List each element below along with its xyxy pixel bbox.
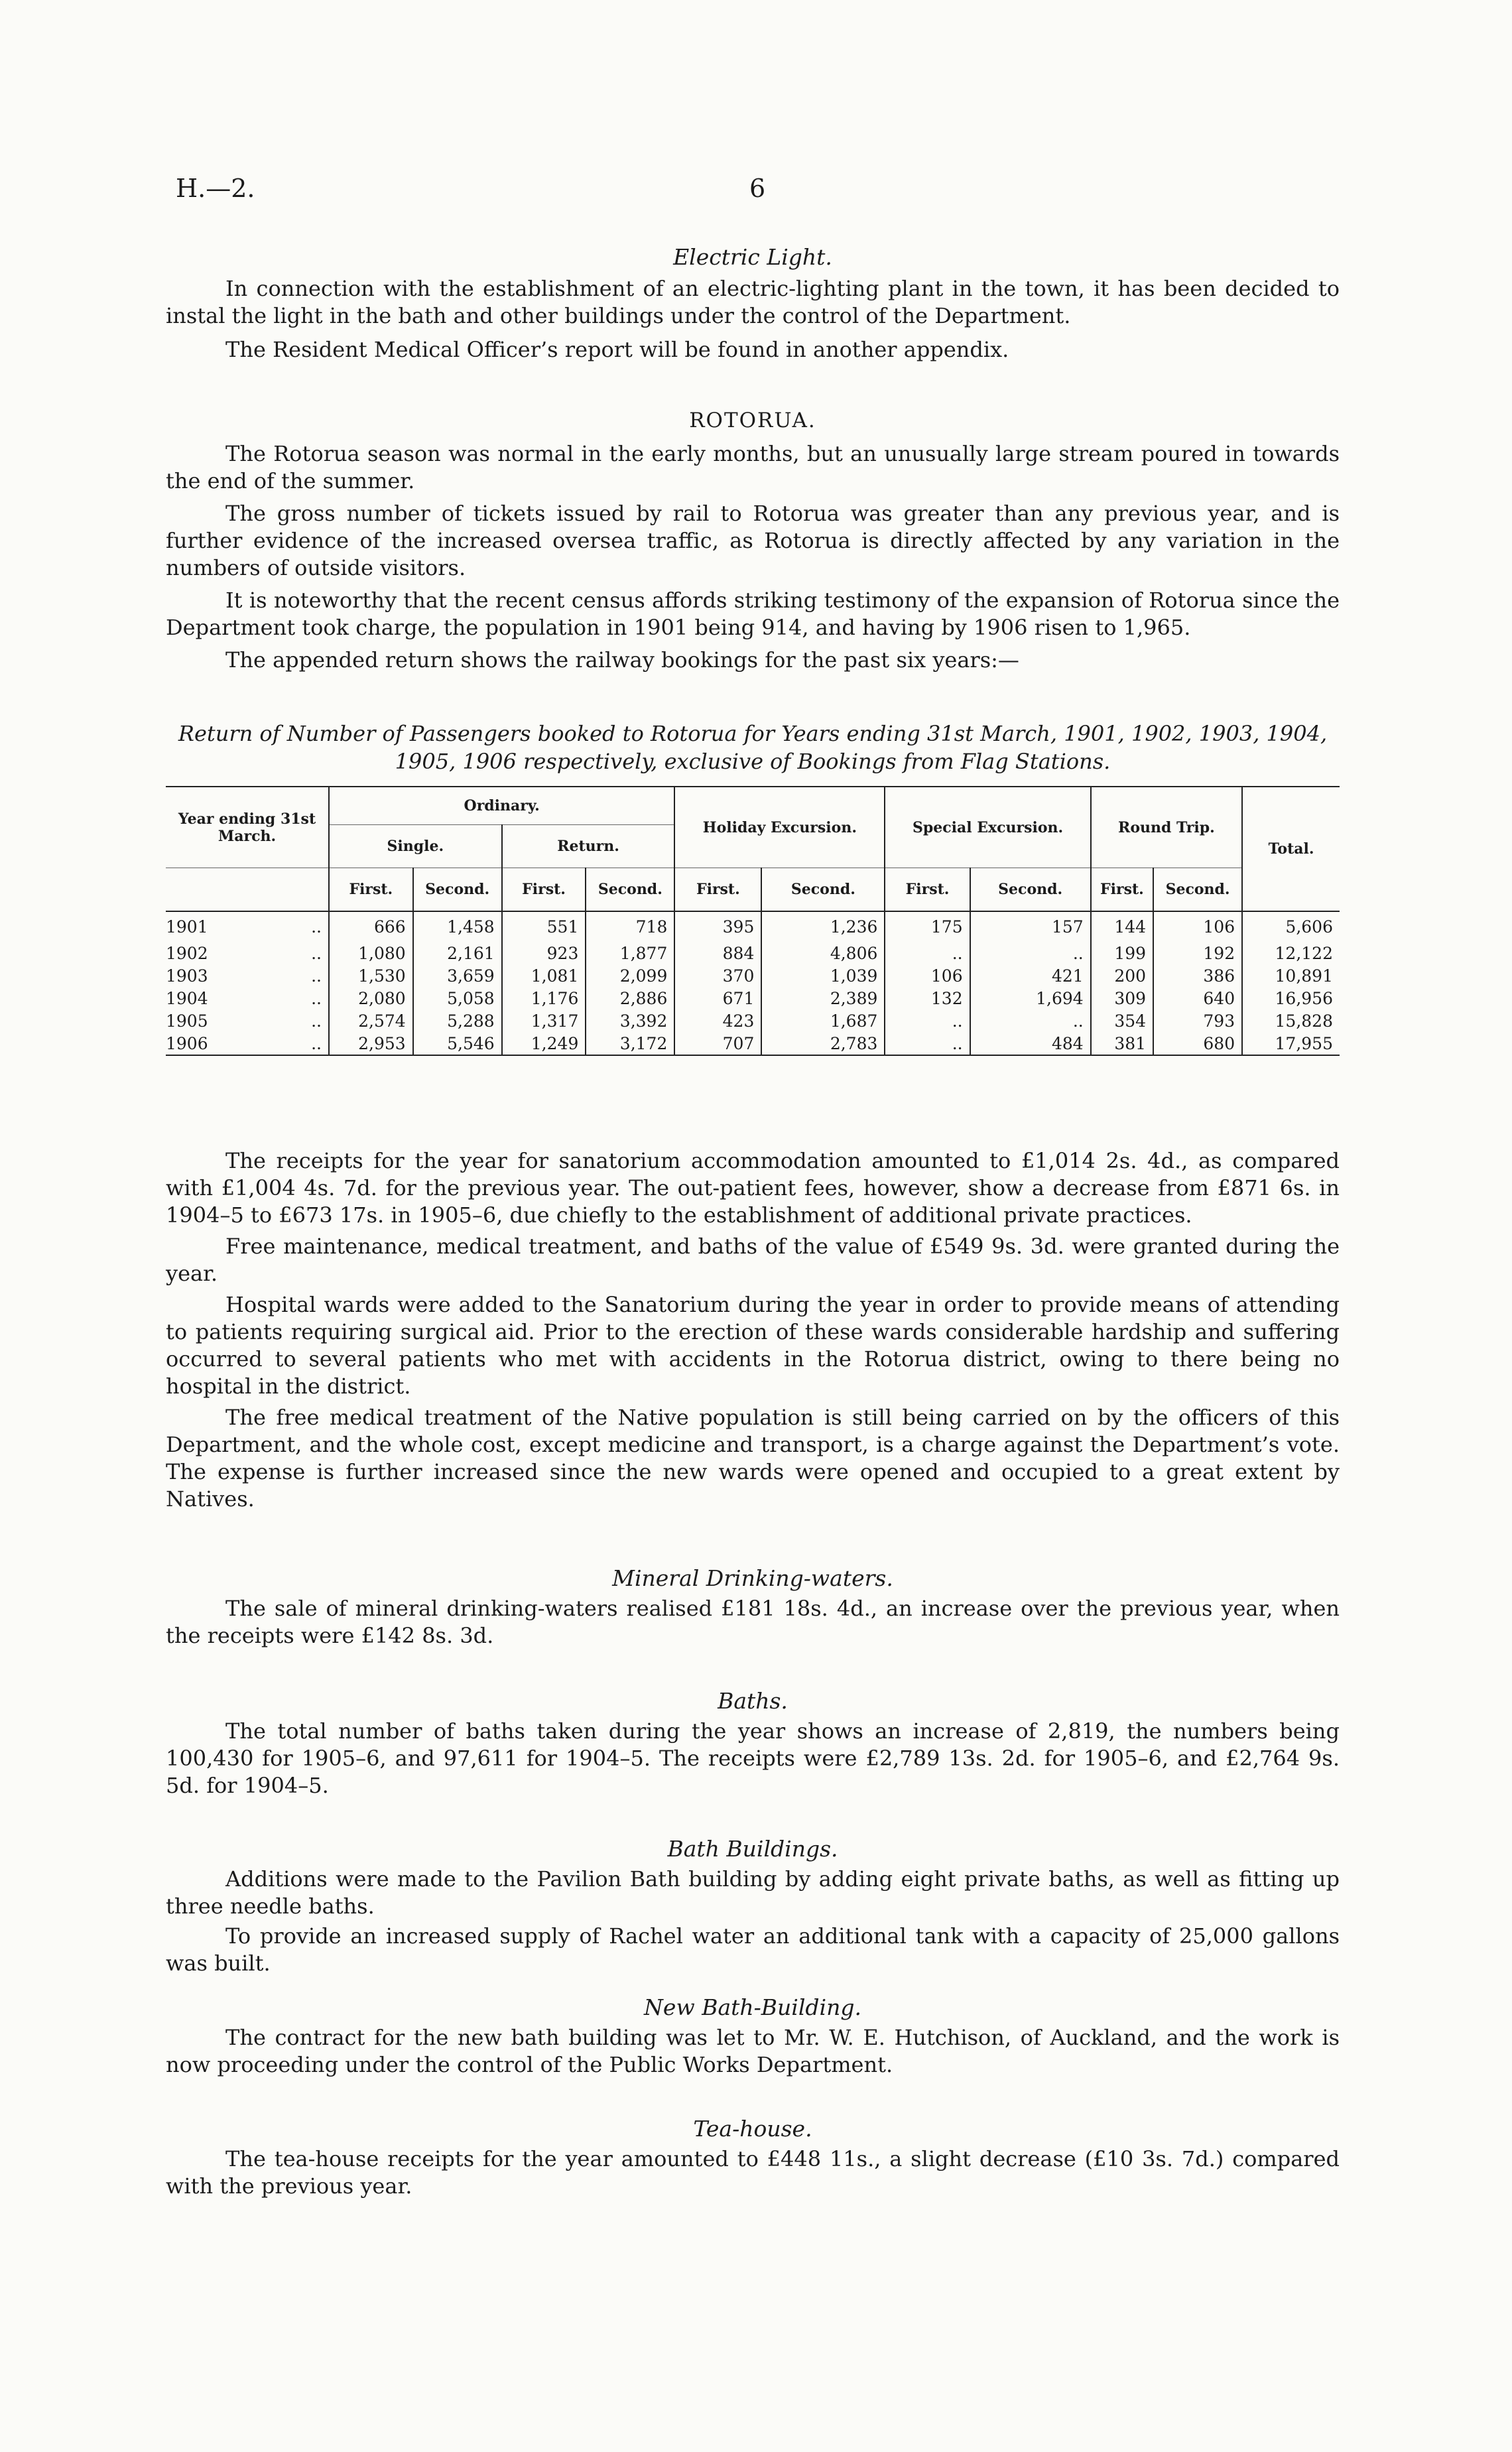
table-cell: 484 [970, 1032, 1091, 1055]
table-cell: 2,953 [329, 1032, 413, 1055]
page-number: 6 [749, 174, 766, 203]
paragraph: Additions were made to the Pavilion Bath building by adding eight private baths, as well as fitting up three needle baths. [166, 1866, 1340, 1919]
sub-first: First. [885, 868, 970, 912]
table-cell: 2,080 [329, 987, 413, 1009]
table-cell: 4,806 [761, 942, 885, 964]
table-cell: 1,877 [586, 942, 674, 964]
paragraph: The Resident Medical Officer’s report will be found in another appendix. [225, 337, 1009, 362]
passenger-table [166, 786, 1340, 1056]
sub-first: First. [329, 868, 413, 912]
table-cell: 17,955 [1242, 1032, 1340, 1055]
paragraph: The total number of baths taken during the year shows an increase of 2,819, the numbers being 100,430 for 1905–6, and 97,611 for 1904–5. The receipts were £2,789 13s. 2d. for 1905–6, and £2,764 9s. 5d. for 1904–5. [166, 1718, 1340, 1798]
row-leader: .. [311, 1033, 322, 1053]
paragraph: Free maintenance, medical treatment, and baths of the value of £549 9s. 3d. were granted during the year. [166, 1234, 1340, 1286]
paragraph: In connection with the establishment of an electric-lighting plant in the town, it has been decided to instal the light in the bath and other buildings under the control of the Department. [166, 276, 1340, 328]
sub-first: First. [1091, 868, 1153, 912]
table-cell: 5,606 [1242, 911, 1340, 942]
section-tea-house [166, 2116, 1340, 2200]
row-year: 1904 [166, 988, 208, 1008]
table-cell: 106 [885, 964, 970, 987]
table-cell: 640 [1153, 987, 1242, 1009]
row-year: 1903 [166, 966, 208, 986]
heading-rotorua: ROTORUA. [689, 409, 816, 432]
heading-bath-buildings: Bath Buildings. [667, 1836, 838, 1862]
table-cell: 200 [1091, 964, 1153, 987]
table-caption-block [166, 720, 1340, 775]
table-cell: 12,122 [1242, 942, 1340, 964]
section-electric-light [166, 244, 1340, 363]
table-row [166, 964, 1340, 987]
table-cell: 1,236 [761, 911, 885, 942]
table-cell: 1,080 [329, 942, 413, 964]
table-cell: 5,058 [413, 987, 502, 1009]
table-cell: 1,249 [502, 1032, 586, 1055]
paragraph: To provide an increased supply of Rachel water an additional tank with a capacity of 25,000 gallons was built. [166, 1923, 1340, 1976]
table-cell: 2,099 [586, 964, 674, 987]
paragraph: Hospital wards were added to the Sanatorium during the year in order to provide means of attending to patients requiring surgical aid. Prior to the erection of these wards considerable hardship and suffering occurred to several patients who met with accidents in the Rotorua district, owing to there being no hospital in the district. [166, 1292, 1340, 1399]
table-cell: 370 [674, 964, 761, 987]
section-mineral [166, 1565, 1340, 1649]
sub-second: Second. [413, 868, 502, 912]
table-cell: 680 [1153, 1032, 1242, 1055]
paragraph: The sale of mineral drinking-waters realised £181 18s. 4d., an increase over the previous year, when the receipts were £142 8s. 3d. [166, 1596, 1340, 1648]
section-new-bath [166, 1994, 1340, 2079]
table-cell: 106 [1153, 911, 1242, 942]
row-year: 1901 [166, 917, 208, 936]
table-cell: .. [885, 1009, 970, 1032]
section-bath-buildings [166, 1836, 1340, 1977]
heading-baths: Baths. [718, 1688, 788, 1714]
table-row [166, 911, 1340, 942]
table-cell: 309 [1091, 987, 1153, 1009]
heading-tea-house: Tea-house. [693, 2116, 812, 2142]
paragraph: It is noteworthy that the recent census affords striking testimony of the expansion of Rotorua since the Department took charge, the population in 1901 being 914, and having by 1906 risen to 1,965. [166, 588, 1340, 640]
table-cell: 1,176 [502, 987, 586, 1009]
section-receipts [166, 1147, 1340, 1513]
heading-new-bath: New Bath-Building. [644, 1994, 861, 2020]
paragraph: The receipts for the year for sanatorium accommodation amounted to £1,014 2s. 4d., as compared with £1,004 4s. 7d. for the previous year. The out-patient fees, however, show a decrease from £871 6s. in 1904–5 to £673 17s. in 1905–6, due chiefly to the establishment of additional private practices. [166, 1148, 1340, 1228]
table-cell: 1,458 [413, 911, 502, 942]
table-cell: 10,891 [1242, 964, 1340, 987]
row-year: 1902 [166, 943, 208, 963]
row-leader: .. [311, 917, 322, 936]
row-leader: .. [311, 988, 322, 1008]
table-cell: 144 [1091, 911, 1153, 942]
sub-second: Second. [970, 868, 1091, 912]
table-cell: 15,828 [1242, 1009, 1340, 1032]
paragraph: The contract for the new bath building was let to Mr. W. E. Hutchison, of Auckland, and the work is now proceeding under the control of the Public Works Department. [166, 2025, 1340, 2077]
paragraph: The Rotorua season was normal in the early months, but an unusually large stream poured in towards the end of the summer. [166, 441, 1340, 493]
sub-first: First. [674, 868, 761, 912]
table-cell: 718 [586, 911, 674, 942]
table-cell: 923 [502, 942, 586, 964]
table-cell: 1,039 [761, 964, 885, 987]
table-cell: 16,956 [1242, 987, 1340, 1009]
table-row [166, 987, 1340, 1009]
col-year: Year ending 31st March. [178, 810, 316, 845]
table-cell: 2,161 [413, 942, 502, 964]
table-cell: 381 [1091, 1032, 1153, 1055]
table-cell: 2,783 [761, 1032, 885, 1055]
table-cell: 132 [885, 987, 970, 1009]
table-cell: 671 [674, 987, 761, 1009]
table-cell: 551 [502, 911, 586, 942]
table-cell: 395 [674, 911, 761, 942]
table-cell: 423 [674, 1009, 761, 1032]
table-cell: .. [970, 1009, 1091, 1032]
sub-second: Second. [761, 868, 885, 912]
table-cell: 2,574 [329, 1009, 413, 1032]
col-total: Total. [1242, 787, 1340, 911]
table-cell: 5,288 [413, 1009, 502, 1032]
table-cell: 793 [1153, 1009, 1242, 1032]
sub-first: First. [502, 868, 586, 912]
table-cell: 1,081 [502, 964, 586, 987]
table-cell: 421 [970, 964, 1091, 987]
table-cell: 884 [674, 942, 761, 964]
table-cell: 354 [1091, 1009, 1153, 1032]
col-holiday: Holiday Excursion. [674, 787, 885, 868]
table-caption: Return of Number of Passengers booked to Rotorua for Years ending 31st March, 1901, 1902, 1903, 1904, 1905, 1906 respectively, exclusive of Bookings from Flag Stations. [178, 721, 1328, 774]
table-cell: 3,172 [586, 1032, 674, 1055]
col-return: Return. [502, 825, 675, 868]
col-ordinary: Ordinary. [329, 787, 674, 825]
table-cell: 192 [1153, 942, 1242, 964]
table-cell: 5,546 [413, 1032, 502, 1055]
table-cell: .. [970, 942, 1091, 964]
table-cell: 2,886 [586, 987, 674, 1009]
row-year: 1906 [166, 1033, 208, 1053]
sub-second: Second. [1153, 868, 1242, 912]
col-round: Round Trip. [1091, 787, 1242, 868]
heading-mineral: Mineral Drinking-waters. [612, 1565, 893, 1591]
table-cell: 157 [970, 911, 1091, 942]
table-body [166, 911, 1340, 1055]
row-year: 1905 [166, 1011, 208, 1031]
table-row [166, 942, 1340, 964]
paragraph: The tea-house receipts for the year amounted to £448 11s., a slight decrease (£10 3s. 7d.) compared with the previous year. [166, 2146, 1340, 2199]
table-cell: 666 [329, 911, 413, 942]
table-cell: 175 [885, 911, 970, 942]
table-cell: 1,694 [970, 987, 1091, 1009]
col-single: Single. [329, 825, 502, 868]
sub-second: Second. [586, 868, 674, 912]
paragraph: The gross number of tickets issued by rail to Rotorua was greater than any previous year, and is further evidence of the increased oversea traffic, as Rotorua is directly affected by any variation in the numbers of outside visitors. [166, 501, 1340, 580]
paragraph: The free medical treatment of the Native population is still being carried on by the officers of this Department, and the whole cost, except medicine and transport, is a charge against the Department’s vote. The expense is further increased since the new wards were opened and occupied to a great extent by Natives. [166, 1405, 1340, 1512]
paragraph: The appended return shows the railway bookings for the past six years:— [225, 647, 1019, 673]
table-cell: 3,392 [586, 1009, 674, 1032]
heading-electric-light: Electric Light. [673, 244, 832, 270]
table-cell: .. [885, 1032, 970, 1055]
table-cell: 2,389 [761, 987, 885, 1009]
table-row [166, 1009, 1340, 1032]
table-cell: 707 [674, 1032, 761, 1055]
table-cell: 1,530 [329, 964, 413, 987]
section-rotorua [166, 409, 1340, 674]
table-cell: 3,659 [413, 964, 502, 987]
table-cell: .. [885, 942, 970, 964]
table-cell: 1,317 [502, 1009, 586, 1032]
table-cell: 199 [1091, 942, 1153, 964]
table-cell: 1,687 [761, 1009, 885, 1032]
row-leader: .. [311, 1011, 322, 1031]
table-cell: 386 [1153, 964, 1242, 987]
table-row [166, 1032, 1340, 1055]
col-special: Special Excursion. [885, 787, 1090, 868]
row-leader: .. [311, 966, 322, 986]
row-leader: .. [311, 943, 322, 963]
section-baths [166, 1688, 1340, 1799]
document-code: H.—2. [176, 174, 255, 203]
